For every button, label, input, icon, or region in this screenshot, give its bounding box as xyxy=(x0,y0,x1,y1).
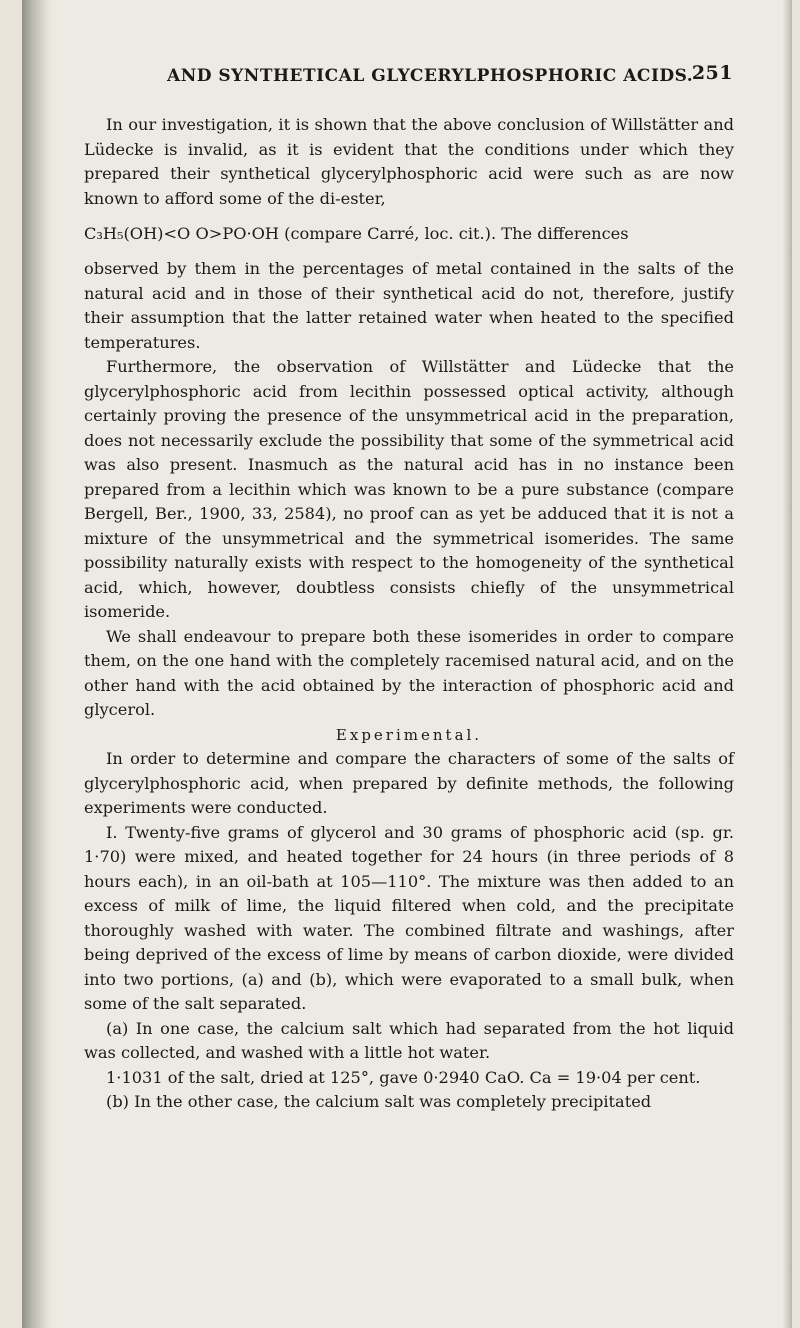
running-head: AND SYNTHETICAL GLYCERYLPHOSPHORIC ACIDS. xyxy=(167,66,694,86)
page-binding-shadow xyxy=(22,0,52,1328)
formula-line xyxy=(84,211,734,257)
page-header xyxy=(167,62,733,90)
book-page xyxy=(22,0,792,1328)
section-title-experimental: Experimental. xyxy=(335,725,483,744)
paragraph-1: In our investigation, it is shown that the above conclusion of Willstätter and Lüdecke is invalid, as it is evident that the conditions under which they prepared their synthetical glycerylphosphoric acid were such as are now known to afford some of the di-ester, xyxy=(84,115,734,208)
body-text xyxy=(84,113,734,1115)
paragraph-3: We shall endeavour to prepare both these isomerides in order to compare them, on the one hand with the completely racemised natural acid, and on the other hand with the acid obtained by the interaction of phosphoric acid and glycerol. xyxy=(84,626,734,719)
paragraph-2: Furthermore, the observation of Willstätter and Lüdecke that the glycerylphosphoric acid from lecithin possessed optical activity, although certainly proving the presence of the unsymmetrical acid in the preparation, does not necessarily exclude the possibility that some of the symmetrical acid was also present. Inasmuch as the natural acid has in no instance been prepared from a lecithin which was known to be a pure substance (compare Bergell, Ber., 1900, 33, 2584), no proof can as yet be adduced that it is not a mixture of the unsymmetrical and the symmetrical isomerides. The same possibility naturally exists with respect to the homogeneity of the synthetical acid, which, however, doubtless consists chiefly of the unsymmetrical isomeride. xyxy=(84,357,734,621)
paragraph-5: I. Twenty-five grams of glycerol and 30 grams of phosphoric acid (sp. gr. 1·70) were mixed, and heated together for 24 hours (in three periods of 8 hours each), in an oil-bath at 105—110°. The mixture was then added to an excess of milk of lime, the liquid filtered when cold, and the precipitate thoroughly washed with water. The combined filtrate and washings, after being deprived of the excess of lime by means of carbon dioxide, were divided into two portions, (a) and (b), which were evaporated to a small bulk, when some of the salt separated. xyxy=(84,822,734,1013)
paragraph-1-continued: observed by them in the percentages of metal contained in the salts of the natural acid and in those of their synthetical acid do not, therefore, justify their assumption that the latter retained water when heated to the specified temperatures. xyxy=(84,259,734,352)
page-edge-shadow xyxy=(782,0,792,1328)
page-number: 251 xyxy=(691,62,733,84)
paragraph-7: 1·1031 of the salt, dried at 125°, gave 0·2940 CaO. Ca = 19·04 per cent. xyxy=(106,1067,701,1087)
formula-tail: (compare Carré, loc. cit.). The differences xyxy=(284,224,629,243)
chemical-formula: C₃H₅(OH)<O O>PO·OH xyxy=(84,224,280,243)
paragraph-8: (b) In the other case, the calcium salt was completely precipitated xyxy=(106,1092,652,1111)
paragraph-6: (a) In one case, the calcium salt which had separated from the hot liquid was collected, and washed with a little hot water. xyxy=(84,1018,734,1062)
paragraph-4: In order to determine and compare the characters of some of the salts of glycerylphosphoric acid, when prepared by definite methods, the following experiments were conducted. xyxy=(84,749,734,817)
